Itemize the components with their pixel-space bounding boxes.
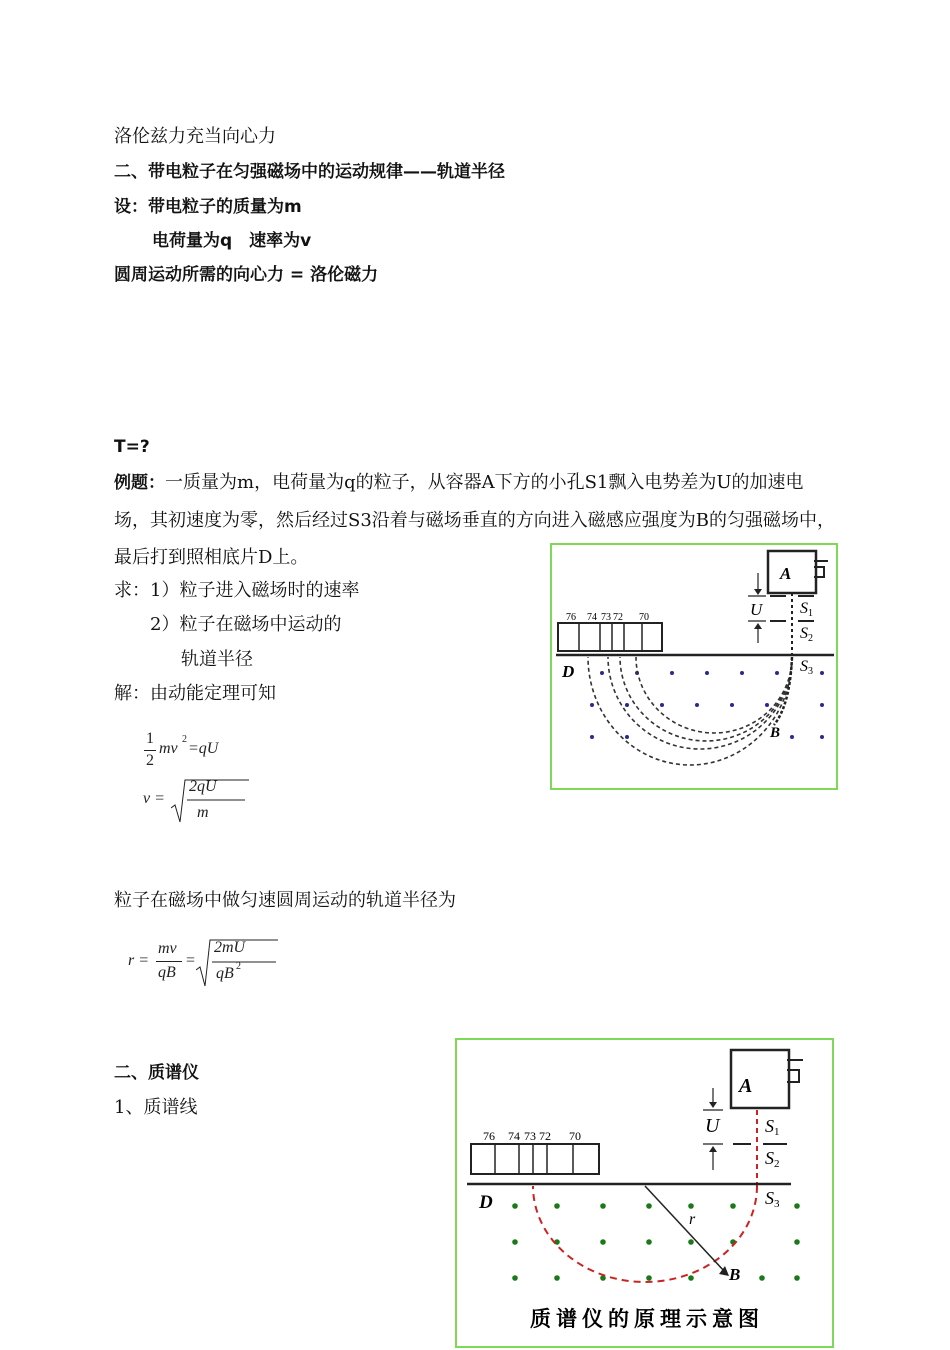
label-s3: S3 bbox=[765, 1188, 780, 1210]
formula-radius bbox=[128, 936, 278, 988]
mass-number-labels bbox=[566, 612, 649, 623]
label-r: r bbox=[689, 1211, 696, 1228]
f1-numerator: 1 bbox=[146, 730, 154, 747]
question-2b: 轨道半径 bbox=[181, 649, 253, 670]
f3-den2: qB bbox=[216, 965, 234, 982]
label-s2: S2 bbox=[765, 1148, 780, 1170]
line-assume-mass: 设：带电粒子的质量为m bbox=[114, 197, 302, 217]
solution-intro: 解：由动能定理可知 bbox=[114, 683, 276, 704]
label-s1: S1 bbox=[765, 1116, 780, 1138]
f3-den1: qB bbox=[158, 964, 176, 981]
mass-number-labels bbox=[483, 1129, 581, 1143]
label-b: B bbox=[729, 1265, 741, 1284]
f2-lhs: v = bbox=[143, 790, 165, 807]
label-a: A bbox=[780, 564, 792, 583]
diagram1-svg bbox=[552, 545, 836, 788]
mass-74: 74 bbox=[587, 612, 597, 623]
diagram-caption: 质谱仪的原理示意图 bbox=[530, 1307, 764, 1331]
label-d: D bbox=[562, 662, 575, 681]
diagram-mass-spec-1 bbox=[550, 543, 838, 790]
formula-kinetic-energy bbox=[140, 728, 260, 776]
f3-lhs: r = bbox=[128, 952, 150, 969]
label-b: B bbox=[770, 725, 781, 741]
film-holder bbox=[471, 1144, 599, 1174]
f1-rhs: =qU bbox=[188, 740, 219, 757]
question-1: 求：1）粒子进入磁场时的速率 bbox=[114, 580, 360, 601]
line-centripetal-equals-lorentz: 圆周运动所需的向心力 = 洛伦磁力 bbox=[114, 265, 379, 285]
film-holder bbox=[558, 623, 662, 651]
label-s3: S3 bbox=[800, 658, 813, 677]
f3-num1: mv bbox=[158, 940, 177, 957]
diagram2-svg bbox=[457, 1040, 832, 1346]
section-title-orbit-radius: 二、带电粒子在匀强磁场中的运动规律——轨道半径 bbox=[114, 162, 505, 182]
line-charge-speed: 电荷量为q 速率为v bbox=[152, 231, 312, 251]
label-s2: S2 bbox=[800, 625, 813, 644]
svg-text:73: 73 bbox=[524, 1129, 536, 1143]
mass-73: 73 bbox=[601, 612, 611, 623]
label-s1: S1 bbox=[800, 600, 813, 619]
f1-mv: mv bbox=[159, 740, 178, 757]
mass-70: 70 bbox=[639, 612, 649, 623]
label-a: A bbox=[739, 1075, 753, 1097]
label-u: U bbox=[750, 600, 763, 619]
f2-denominator: m bbox=[197, 804, 209, 821]
formula-velocity bbox=[143, 776, 263, 826]
field-dots bbox=[512, 1203, 800, 1281]
question-2a: 2）粒子在磁场中运动的 bbox=[150, 614, 342, 635]
trajectory-semicircle bbox=[533, 1186, 757, 1282]
f3-exponent: 2 bbox=[236, 961, 241, 972]
svg-text:74: 74 bbox=[508, 1129, 520, 1143]
section-mass-spectrometer: 二、质谱仪 bbox=[114, 1063, 199, 1083]
radius-line bbox=[645, 1186, 725, 1272]
u-arrowhead-top bbox=[754, 589, 762, 595]
item-mass-spectrum-line: 1、质谱线 bbox=[114, 1097, 198, 1118]
line-lorentz-centripetal: 洛伦兹力充当向心力 bbox=[114, 126, 276, 147]
example-text: 一质量为m，电荷量为q的粒子，从容器A下方的小孔S1飘入电势差为U的加速电场，其初速度为零，然后经过S3沿着与磁场垂直的方向进入磁感应强度为B的匀强磁场中，最后打到照相底片D上。 bbox=[114, 472, 836, 568]
f3-bar1 bbox=[156, 961, 182, 962]
svg-text:76: 76 bbox=[483, 1129, 495, 1143]
f1-denominator: 2 bbox=[146, 752, 154, 769]
f1-fraction-bar bbox=[144, 750, 156, 751]
mass-72: 72 bbox=[613, 612, 623, 623]
label-u: U bbox=[705, 1115, 720, 1137]
svg-text:72: 72 bbox=[539, 1129, 551, 1143]
f3-eq: = bbox=[186, 952, 196, 969]
container-a-box bbox=[768, 551, 816, 593]
mass-76: 76 bbox=[566, 612, 576, 623]
trajectories bbox=[588, 657, 792, 765]
diagram-mass-spec-2 bbox=[455, 1038, 834, 1348]
label-d: D bbox=[479, 1192, 493, 1213]
f2-numerator: 2qU bbox=[189, 778, 217, 795]
radius-intro-line: 粒子在磁场中做匀速圆周运动的轨道半径为 bbox=[114, 890, 456, 911]
svg-text:70: 70 bbox=[569, 1129, 581, 1143]
f1-exponent: 2 bbox=[182, 734, 187, 745]
line-period-question: T=? bbox=[114, 437, 150, 457]
example-label: 例题： bbox=[114, 473, 165, 493]
f3-num2: 2mU bbox=[214, 939, 246, 956]
